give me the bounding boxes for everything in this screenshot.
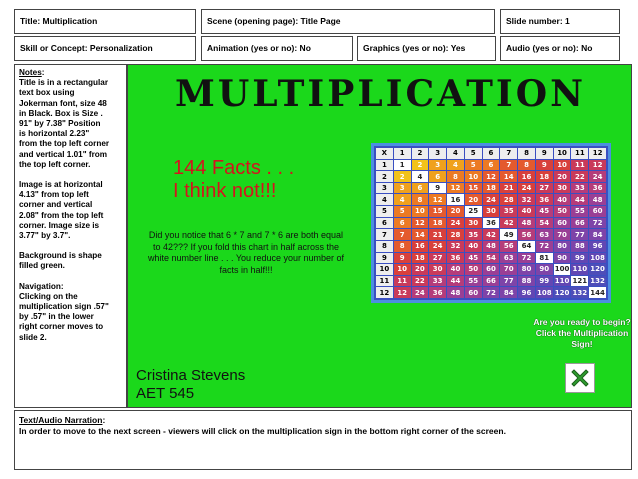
chart-header-cell: 6 [483, 148, 500, 159]
notes-title-info: Title is in a rectangular text box using Jokerman font, size 48 in Black. Box is Size . 91" by 7.38" Position is horizontal 2.23" from the top left corner and vertical 1.01" from the top left corner. [19, 78, 110, 169]
chart-cell: 20 [412, 264, 429, 275]
chart-cell: 12 [394, 287, 411, 298]
narration-panel: Text/Audio Narration: In order to move to the next screen - viewers will click on the multiplication sign in the bottom right corner of the screen. [14, 410, 632, 470]
chart-cell: 32 [447, 241, 464, 252]
chart-cell: 70 [554, 229, 571, 240]
chart-cell: 14 [500, 171, 517, 182]
chart-cell: 24 [447, 218, 464, 229]
chart-cell: 24 [518, 183, 535, 194]
chart-cell: 32 [518, 194, 535, 205]
chart-cell: 36 [483, 218, 500, 229]
scene-text: Scene (opening page): Title Page [207, 16, 341, 26]
slide-number-field [500, 9, 620, 34]
narration-heading: Text/Audio Narration [19, 415, 103, 425]
chart-header-cell: 7 [500, 148, 517, 159]
chart-cell: 12 [483, 171, 500, 182]
chart-cell: 100 [554, 265, 570, 274]
chart-cell: 144 [590, 288, 605, 297]
slide-title: MULTIPLICATION [175, 73, 586, 115]
chart-cell: 18 [412, 253, 429, 264]
chart-cell: 42 [500, 218, 517, 229]
chart-cell: 9 [536, 160, 553, 171]
chart-cell: 99 [536, 276, 553, 287]
chart-cell: 132 [572, 288, 588, 297]
chart-cell: 24 [483, 194, 500, 205]
course-name: AET 545 [136, 385, 195, 402]
chart-header-cell: 3 [429, 148, 446, 159]
chart-cell: 7 [500, 160, 517, 171]
chart-cell: 96 [589, 241, 606, 252]
chart-cell: 121 [572, 277, 588, 286]
chart-cell: 36 [429, 287, 446, 298]
chart-cell: 96 [518, 287, 535, 298]
chart-header-cell: 12 [376, 287, 393, 298]
chart-cell: 110 [572, 265, 588, 274]
chart-cell: 84 [589, 229, 606, 240]
chart-cell: 18 [483, 183, 500, 194]
chart-cell: 45 [536, 206, 553, 217]
chart-cell: 54 [483, 253, 500, 264]
chart-cell: 56 [518, 229, 535, 240]
chart-cell: 20 [447, 206, 464, 217]
chart-cell: 16 [447, 194, 464, 205]
notes-navigation-info: Clicking on the multiplication sign .57" by .57" in the lower right corner moves to slide 2. [19, 291, 109, 342]
author-name: Cristina Stevens [136, 367, 246, 384]
chart-cell: 84 [500, 287, 517, 298]
animation-field [201, 36, 353, 61]
chart-cell: 24 [429, 241, 446, 252]
ready-prompt: Are you ready to begin? Click the Multiplication Sign! [533, 317, 631, 349]
chart-header-cell: 5 [465, 148, 482, 159]
chart-cell: 36 [447, 253, 464, 264]
chart-header-cell: 10 [376, 264, 393, 275]
chart-cell: 2 [394, 171, 411, 182]
slide-number-text: Slide number: 1 [506, 16, 570, 26]
chart-cell: 9 [429, 183, 446, 194]
chart-cell: 3 [429, 160, 446, 171]
skill-field [14, 36, 196, 61]
chart-cell: 10 [554, 160, 571, 171]
chart-cell: 20 [465, 194, 482, 205]
chart-cell: 33 [571, 183, 588, 194]
chart-cell: 27 [429, 253, 446, 264]
chart-cell: 12 [589, 160, 606, 171]
chart-cell: 8 [447, 171, 464, 182]
chart-cell: 99 [571, 253, 588, 264]
chart-cell: 60 [554, 218, 571, 229]
chart-cell: 48 [589, 194, 606, 205]
chart-cell: 56 [500, 241, 517, 252]
chart-cell: 50 [554, 206, 571, 217]
chart-cell: 8 [518, 160, 535, 171]
chart-cell: 24 [589, 171, 606, 182]
chart-cell: 80 [518, 264, 535, 275]
multiplication-chart-image [371, 143, 611, 303]
chart-cell: 49 [500, 229, 517, 240]
facts-text [173, 157, 294, 203]
notes-navigation-heading: Navigation: [19, 281, 64, 291]
chart-header-cell: 1 [394, 148, 411, 159]
chart-cell: 21 [429, 229, 446, 240]
chart-cell: 70 [500, 264, 517, 275]
chart-cell: 4 [394, 194, 411, 205]
chart-cell: 110 [554, 277, 570, 286]
chart-cell: 6 [394, 218, 411, 229]
chart-cell: 30 [465, 218, 482, 229]
facts-line-2: I think not!!! [173, 180, 277, 202]
chart-cell: 3 [394, 183, 411, 194]
chart-cell: 63 [500, 253, 517, 264]
narration-text: In order to move to the next screen - viewers will click on the multiplication sign in the bottom right corner of the screen. [19, 426, 506, 436]
chart-cell: 88 [571, 241, 588, 252]
chart-header-cell: 11 [571, 148, 588, 159]
chart-cell: 40 [465, 241, 482, 252]
chart-cell: 4 [412, 171, 429, 182]
notes-panel: Notes: Title is in a rectangular text box using Jokerman font, size 48 in Black. Box is Size . 91" by 7.38" Position is horizontal 2.23" from the top left corner and vertical 1.01" from the top left corner. Image is at horizontal 4.13" from top left corner and vertical 2.08" from the top left corner. Image size is 3.77" by 3.7". Background is shape filled green. Navigation: Clicking on the multiplication sign .57" by .57" in the lower right corner moves to slide 2. [14, 64, 127, 408]
chart-cell: 12 [412, 218, 429, 229]
chart-cell: 50 [465, 264, 482, 275]
chart-cell: 42 [483, 229, 500, 240]
chart-cell: 28 [500, 194, 517, 205]
chart-cell: 72 [536, 241, 553, 252]
chart-cell: 2 [412, 160, 429, 171]
chart-corner-cell: X [376, 148, 393, 159]
chart-cell: 15 [465, 183, 482, 194]
chart-cell: 90 [536, 264, 553, 275]
chart-cell: 9 [394, 253, 411, 264]
chart-cell: 60 [589, 206, 606, 217]
notes-image-info: Image is at horizontal 4.13" from top left corner and vertical 2.08" from the top left corner. Image size is 3.77" by 3.7". [19, 180, 104, 241]
notes-heading: Notes [19, 68, 42, 77]
notes-background-info: Background is shape filled green. [19, 251, 102, 271]
chart-cell: 54 [536, 218, 553, 229]
scene-field [201, 9, 495, 34]
chart-cell: 15 [429, 206, 446, 217]
chart-cell: 30 [429, 264, 446, 275]
chart-cell: 21 [500, 183, 517, 194]
chart-cell: 4 [447, 160, 464, 171]
chart-cell: 30 [554, 183, 571, 194]
chart-cell: 88 [518, 276, 535, 287]
author-block [136, 367, 245, 403]
chart-cell: 27 [536, 183, 553, 194]
audio-text: Audio (yes or no): No [506, 43, 593, 53]
chart-cell: 10 [394, 264, 411, 275]
chart-cell: 77 [571, 229, 588, 240]
chart-cell: 33 [429, 276, 446, 287]
chart-header-cell: 4 [447, 148, 464, 159]
chart-header-cell: 3 [376, 183, 393, 194]
chart-cell: 5 [465, 160, 482, 171]
chart-cell: 11 [571, 160, 588, 171]
chart-cell: 48 [447, 287, 464, 298]
chart-cell: 14 [412, 229, 429, 240]
graphics-text: Graphics (yes or no): Yes [363, 43, 466, 53]
notice-text: Did you notice that 6 * 7 and 7 * 6 are both equal to 42??? If you fold this chart in half across the white number line . . . You reduce your number of facts in half!!! [147, 230, 345, 275]
chart-cell: 108 [590, 253, 605, 262]
chart-cell: 18 [536, 171, 553, 182]
chart-cell: 16 [518, 171, 535, 182]
chart-cell: 5 [394, 206, 411, 217]
chart-cell: 120 [554, 288, 570, 297]
chart-cell: 10 [412, 206, 429, 217]
chart-cell: 60 [483, 264, 500, 275]
chart-cell: 72 [483, 287, 500, 298]
chart-cell: 24 [412, 287, 429, 298]
chart-cell: 55 [465, 276, 482, 287]
chart-cell: 40 [518, 206, 535, 217]
chart-cell: 108 [536, 288, 552, 297]
chart-cell: 8 [412, 194, 429, 205]
chart-cell: 72 [518, 253, 535, 264]
chart-cell: 66 [571, 218, 588, 229]
chart-cell: 36 [589, 183, 606, 194]
chart-cell: 40 [447, 264, 464, 275]
slide-preview [127, 64, 632, 408]
multiplication-sign-button[interactable] [565, 363, 595, 393]
chart-cell: 55 [571, 206, 588, 217]
chart-cell: 22 [412, 276, 429, 287]
chart-cell: 18 [429, 218, 446, 229]
chart-header-cell: 11 [376, 276, 393, 287]
chart-cell: 48 [483, 241, 500, 252]
chart-header-cell: 7 [376, 229, 393, 240]
chart-cell: 66 [483, 276, 500, 287]
chart-cell: 120 [590, 265, 605, 274]
title-field [14, 9, 196, 34]
chart-cell: 1 [394, 160, 411, 171]
chart-cell: 10 [465, 171, 482, 182]
chart-header-cell: 1 [376, 160, 393, 171]
chart-cell: 64 [518, 241, 535, 252]
chart-cell: 12 [447, 183, 464, 194]
chart-cell: 90 [554, 253, 571, 264]
chart-header-cell: 5 [376, 206, 393, 217]
chart-cell: 80 [554, 241, 571, 252]
chart-cell: 72 [589, 218, 606, 229]
chart-header-cell: 6 [376, 218, 393, 229]
chart-cell: 6 [412, 183, 429, 194]
audio-field [500, 36, 620, 61]
chart-cell: 12 [429, 194, 446, 205]
chart-cell: 44 [447, 276, 464, 287]
chart-cell: 44 [571, 194, 588, 205]
chart-cell: 6 [429, 171, 446, 182]
chart-cell: 36 [536, 194, 553, 205]
chart-header-cell: 9 [376, 253, 393, 264]
chart-cell: 7 [394, 229, 411, 240]
chart-cell: 11 [394, 276, 411, 287]
chart-cell: 132 [590, 277, 605, 286]
chart-cell: 35 [465, 229, 482, 240]
chart-cell: 28 [447, 229, 464, 240]
chart-cell: 48 [518, 218, 535, 229]
chart-cell: 30 [483, 206, 500, 217]
chart-cell: 8 [394, 241, 411, 252]
chart-cell: 77 [500, 276, 517, 287]
chart-header-cell: 4 [376, 194, 393, 205]
multiplication-sign-icon [569, 367, 591, 389]
multiplication-chart-grid [376, 148, 606, 298]
chart-header-cell: 9 [536, 148, 553, 159]
chart-cell: 81 [536, 253, 553, 264]
chart-cell: 20 [554, 171, 571, 182]
chart-header-cell: 8 [376, 241, 393, 252]
chart-cell: 6 [483, 160, 500, 171]
chart-cell: 63 [536, 229, 553, 240]
chart-header-cell: 12 [589, 148, 606, 159]
chart-header-cell: 2 [412, 148, 429, 159]
chart-header-cell: 2 [376, 171, 393, 182]
chart-cell: 60 [465, 287, 482, 298]
chart-header-cell: 10 [554, 148, 571, 159]
graphics-field [357, 36, 496, 61]
chart-cell: 16 [412, 241, 429, 252]
title-text: Title: Multiplication [20, 16, 98, 26]
chart-cell: 25 [465, 206, 482, 217]
chart-cell: 45 [465, 253, 482, 264]
chart-cell: 35 [500, 206, 517, 217]
chart-cell: 40 [554, 194, 571, 205]
animation-text: Animation (yes or no): No [207, 43, 311, 53]
chart-header-cell: 8 [518, 148, 535, 159]
facts-line-1: 144 Facts . . . [173, 157, 295, 179]
chart-cell: 22 [571, 171, 588, 182]
skill-text: Skill or Concept: Personalization [20, 43, 153, 53]
